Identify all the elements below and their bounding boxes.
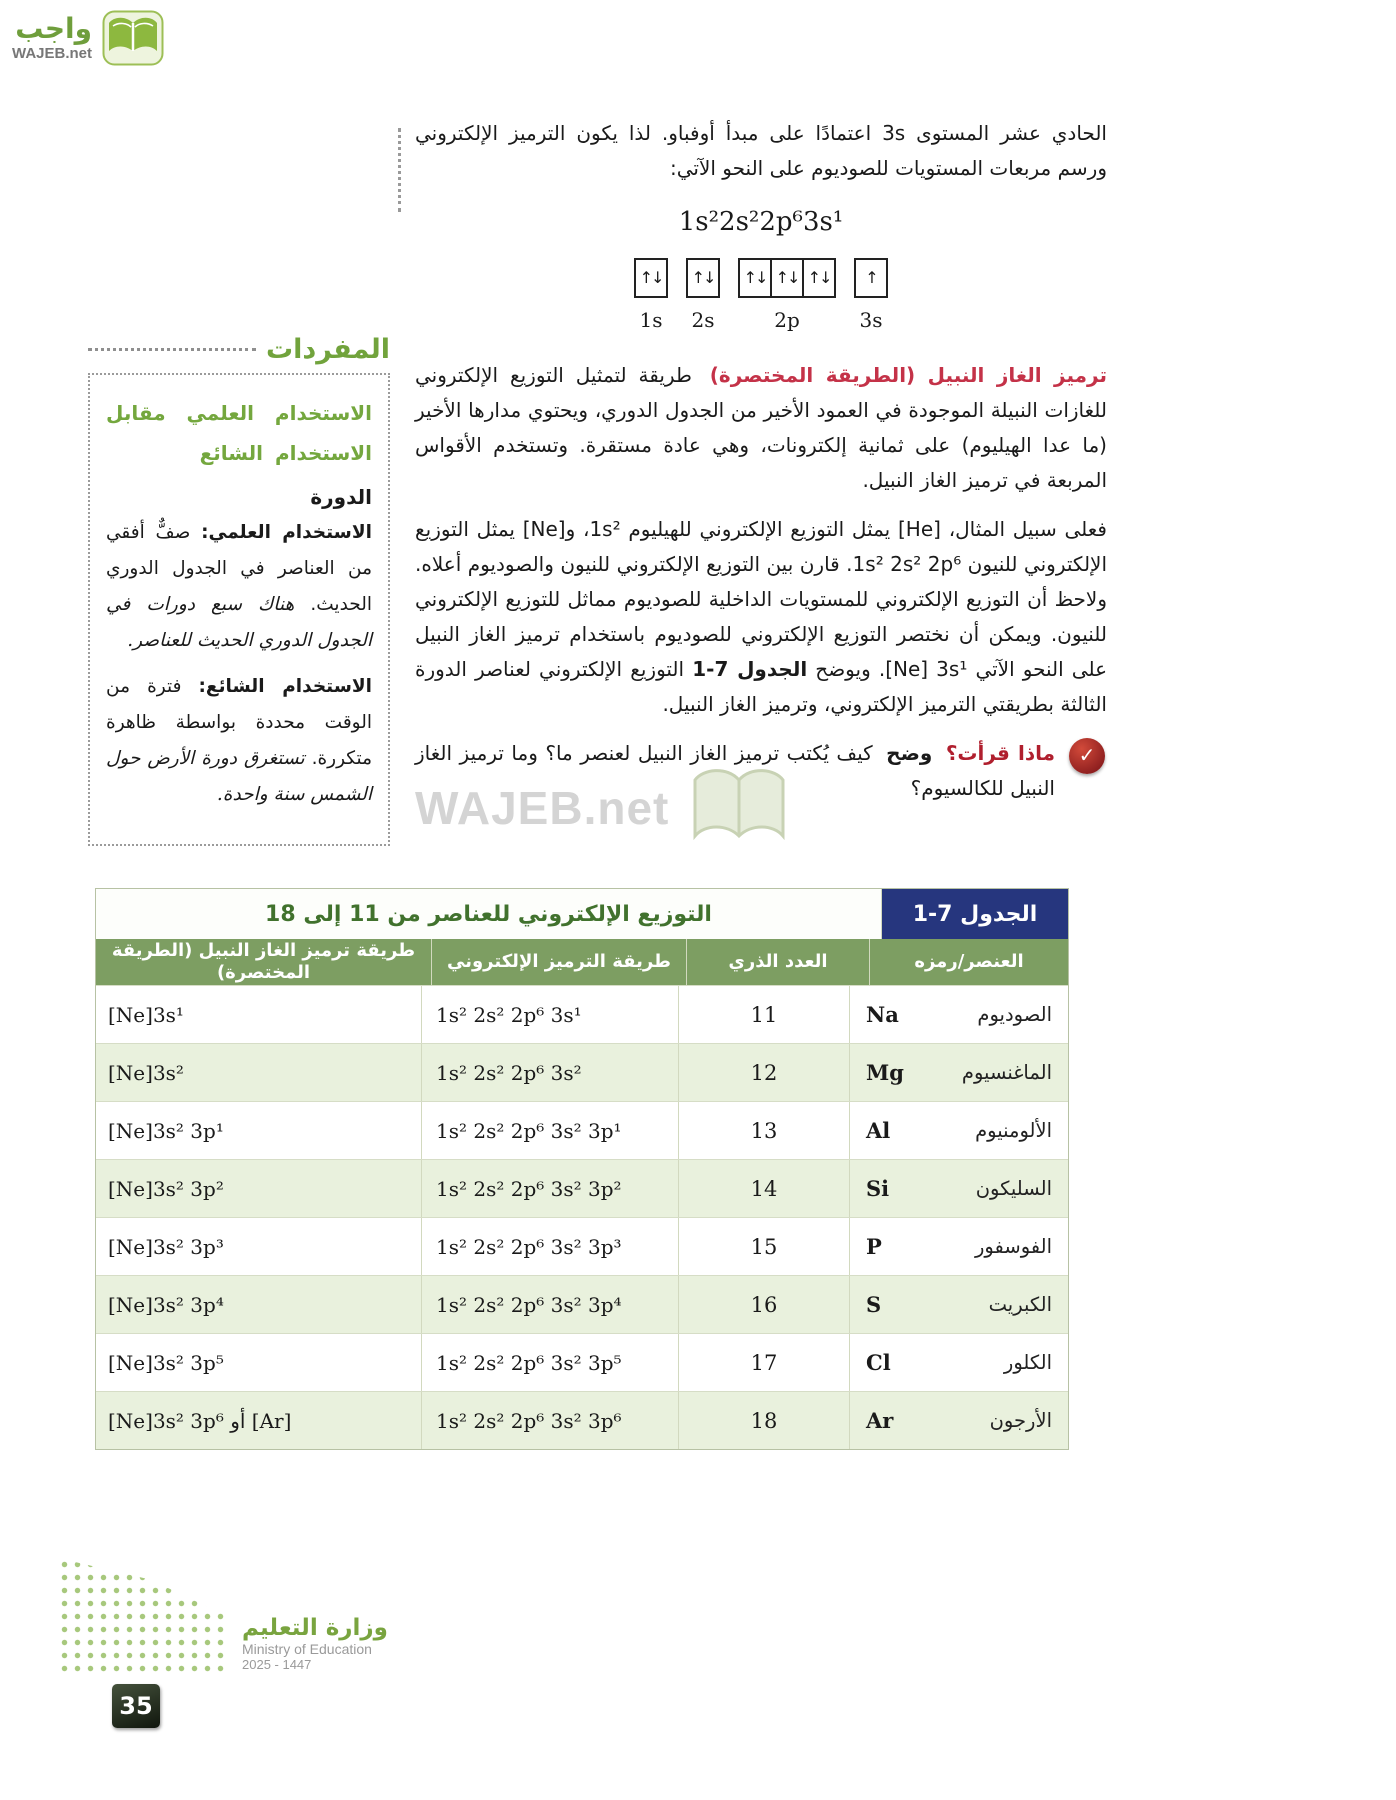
element-symbol: S: [866, 1292, 882, 1317]
element-cell: [849, 1044, 1068, 1101]
vocabulary-title: المفردات: [266, 334, 390, 365]
example-text-pre: فعلى سبيل المثال، ⁦[He]⁩ يمثل التوزيع الإلكتروني للهيليوم ⁦1s²⁩، و⁦[Ne]⁩ يمثل التوزيع الإلكتروني للنيون ⁦1s² 2s² 2p⁶⁩. قارن بين التوزيع الإلكتروني للنيون والصوديوم أعلاه. ولاحظ أن التوزيع الإلكتروني للمستويات الداخلية للصوديوم مماثل للتوزيع الإلكتروني للنيون. ويمكن أن نختصر التوزيع الإلكتروني للصوديوم باستخدام ترميز الغاز النبيل على النحو الآتي ⁦[Ne] 3s¹⁩. ويوضح: [415, 516, 1107, 681]
noble-gas-cell: [Ne]3s² 3p⁴: [108, 1292, 224, 1317]
table-reference: الجدول 7-1: [692, 656, 808, 681]
vocabulary-title-row: [88, 334, 390, 365]
header-element: العنصر/رمزه: [869, 939, 1068, 985]
table-number-badge: الجدول 7-1: [881, 889, 1068, 939]
element-symbol: Cl: [866, 1350, 891, 1375]
orbital-boxes: [686, 258, 720, 298]
reading-check-question: كيف يُكتب ترميز الغاز النبيل لعنصر ما؟ وما ترميز الغاز النبيل للكالسيوم؟: [415, 740, 1055, 800]
noble-gas-cell: [Ne]3s² 3p³: [108, 1234, 224, 1259]
element-symbol: Mg: [866, 1060, 904, 1085]
example-text-post: التوزيع الإلكتروني لعناصر الدورة الثالثة بطريقتي الترميز الإلكتروني، وترميز الغاز النبيل.: [415, 656, 1107, 716]
element-symbol: Ar: [866, 1408, 894, 1433]
header-atomic-number: العدد الذري: [686, 939, 869, 985]
config-cell: 1s² 2s² 2p⁶ 3s² 3p²: [421, 1160, 678, 1217]
element-name: الألومنيوم: [975, 1119, 1052, 1142]
element-cell: [849, 1392, 1068, 1449]
common-usage-label: الاستخدام الشائع:: [198, 676, 373, 698]
table-row: [96, 1217, 1068, 1275]
config-cell: 1s² 2s² 2p⁶ 3s¹: [421, 986, 678, 1043]
dotted-rule: [88, 348, 256, 351]
atomic-number-cell: 14: [678, 1160, 849, 1217]
vocabulary-box: [88, 373, 390, 846]
element-name: الصوديوم: [977, 1003, 1052, 1026]
orbital-boxes: [634, 258, 668, 298]
check-icon: ✓: [1069, 738, 1105, 774]
noble-gas-cell: [Ne]3s² 3p¹: [108, 1118, 224, 1143]
config-cell: 1s² 2s² 2p⁶ 3s² 3p⁴: [421, 1276, 678, 1333]
element-symbol: P: [866, 1234, 882, 1259]
element-cell: [849, 1276, 1068, 1333]
ministry-english: Ministry of Education: [242, 1641, 372, 1657]
ministry-text: [242, 1615, 388, 1678]
ministry-logo: [58, 1558, 388, 1678]
header-config: طريقة الترميز الإلكتروني: [431, 939, 686, 985]
element-symbol: Al: [866, 1118, 891, 1143]
element-symbol: Si: [866, 1176, 890, 1201]
element-cell: [849, 1160, 1068, 1217]
table-row: [96, 1159, 1068, 1217]
config-cell: 1s² 2s² 2p⁶ 3s² 3p⁶: [421, 1392, 678, 1449]
noble-gas-cell: [Ne]3s¹: [108, 1002, 184, 1027]
orbital-label: 3s: [859, 307, 883, 332]
noble-gas-body: طريقة لتمثيل التوزيع الإلكتروني للغازات النبيلة الموجودة في العمود الأخير من الجدول الدوري، ويحتوي مدارها الأخير (ما عدا الهيليوم) على ثمانية إلكترونات، وهي عادة مستقرة. وتستخدم الأقواس المربعة في ترميز الغاز النبيل.: [415, 362, 1107, 492]
element-cell: [849, 1334, 1068, 1391]
element-name: الماغنسيوم: [961, 1061, 1052, 1084]
noble-gas-cell: [Ne]3s² 3p⁶ أو [Ar]: [108, 1408, 292, 1433]
element-symbol: Na: [866, 1002, 899, 1027]
atomic-number-cell: 18: [678, 1392, 849, 1449]
orbital-group: [686, 258, 720, 338]
orbital-group: [738, 258, 836, 338]
orbital-box: ↑↓: [634, 258, 668, 298]
orbital-label: 2s: [691, 307, 715, 332]
electron-configuration-line: 1s²2s²2p⁶3s¹: [678, 207, 844, 237]
common-usage-note: تستغرق دورة الأرض حول الشمس سنة واحدة.: [106, 748, 372, 806]
noble-gas-heading: ترميز الغاز النبيل (الطريقة المختصرة): [709, 362, 1107, 387]
table-row: [96, 1043, 1068, 1101]
logo-arabic-text: واجب: [15, 12, 93, 46]
ministry-arabic: وزارة التعليم: [242, 1615, 388, 1641]
orbital-box: ↑↓: [770, 258, 804, 298]
orbital-boxes: [854, 258, 888, 298]
scientific-usage-label: الاستخدام العلمي:: [201, 522, 372, 543]
scientific-usage-note: هناك سبع دورات في الجدول الدوري الحديث للعناصر.: [106, 594, 372, 652]
orbital-group: [634, 258, 668, 338]
wajeb-logo-text: [12, 14, 92, 62]
table-title: التوزيع الإلكتروني للعناصر من 11 إلى 18: [265, 901, 712, 927]
config-cell: 1s² 2s² 2p⁶ 3s² 3p¹: [421, 1102, 678, 1159]
table-row: [96, 985, 1068, 1043]
config-cell: 1s² 2s² 2p⁶ 3s²: [421, 1044, 678, 1101]
table-row: [96, 1391, 1068, 1449]
common-usage-text: فترة من الوقت محددة بواسطة ظاهرة متكررة.: [106, 676, 372, 770]
config-cell: 1s² 2s² 2p⁶ 3s² 3p⁵: [421, 1334, 678, 1391]
term-period: الدورة: [310, 485, 372, 509]
element-name: الكلور: [1003, 1351, 1052, 1374]
wajeb-book-icon: [102, 10, 164, 66]
orbital-label: 1s: [639, 307, 663, 332]
scientific-usage-paragraph: [106, 515, 372, 659]
reading-check: [415, 736, 1107, 806]
scientific-usage-text: صفٌّ أفقي من العناصر في الجدول الدوري الحديث.: [106, 522, 372, 616]
ministry-year: 2025 - 1447: [242, 1657, 312, 1672]
atomic-number-cell: 17: [678, 1334, 849, 1391]
element-name: الكبريت: [988, 1293, 1052, 1316]
noble-gas-cell: [Ne]3s² 3p⁵: [108, 1350, 224, 1375]
vocabulary-sidebar: [88, 334, 390, 846]
orbital-box: ↑↓: [686, 258, 720, 298]
common-usage-paragraph: [106, 669, 372, 813]
orbital-boxes: [738, 258, 836, 298]
reading-check-label: ماذا قرأت؟: [945, 740, 1055, 765]
noble-gas-cell: [Ne]3s² 3p²: [108, 1176, 224, 1201]
atomic-number-cell: 15: [678, 1218, 849, 1275]
element-name: الفوسفور: [975, 1235, 1052, 1258]
wajeb-logo: [12, 10, 164, 66]
element-cell: [849, 1218, 1068, 1275]
orbital-label: 2p: [774, 307, 800, 332]
orbital-diagram: [415, 258, 1107, 338]
reading-check-verb: وضح: [886, 740, 933, 765]
orbital-box: ↑↓: [738, 258, 772, 298]
table-title-row: [96, 889, 1068, 939]
atomic-number-cell: 12: [678, 1044, 849, 1101]
electron-config-table: [95, 888, 1069, 1450]
table-row: [96, 1333, 1068, 1391]
paragraph-noble-gas: [415, 358, 1107, 498]
watermark-text: WAJEB.net: [415, 782, 670, 834]
element-name: الأرجون: [989, 1409, 1052, 1432]
paragraph-dotted-rule: [398, 128, 401, 212]
atomic-number-cell: 13: [678, 1102, 849, 1159]
main-column: [415, 116, 1107, 806]
atomic-number-cell: 16: [678, 1276, 849, 1333]
noble-gas-cell: [Ne]3s²: [108, 1060, 184, 1085]
header-noble: طريقة ترميز الغاز النبيل (الطريقة المختصرة): [111, 939, 416, 983]
element-cell: [849, 986, 1068, 1043]
table-row: [96, 1101, 1068, 1159]
orbital-box: ↑: [854, 258, 888, 298]
page-number: 35: [112, 1684, 160, 1728]
element-name: السليكون: [975, 1177, 1052, 1200]
logo-latin-text: WAJEB.net: [12, 44, 93, 62]
config-cell: 1s² 2s² 2p⁶ 3s² 3p³: [421, 1218, 678, 1275]
usage-subtitle: الاستخدام العلمي مقابل الاستخدام الشائع: [106, 401, 372, 465]
table-body: [96, 985, 1068, 1449]
paragraph-aufbau: الحادي عشر المستوى ⁦3s⁩ اعتمادًا على مبدأ أوفباو. لذا يكون الترميز الإلكتروني ورسم مربعات المستويات للصوديوم على النحو الآتي:: [415, 121, 1107, 180]
dots-pattern: [58, 1558, 226, 1678]
orbital-box: ↑↓: [802, 258, 836, 298]
orbital-group: [854, 258, 888, 338]
element-cell: [849, 1102, 1068, 1159]
table-header-row: [96, 939, 1068, 985]
table-row: [96, 1275, 1068, 1333]
paragraph-example: [415, 512, 1107, 722]
atomic-number-cell: 11: [678, 986, 849, 1043]
